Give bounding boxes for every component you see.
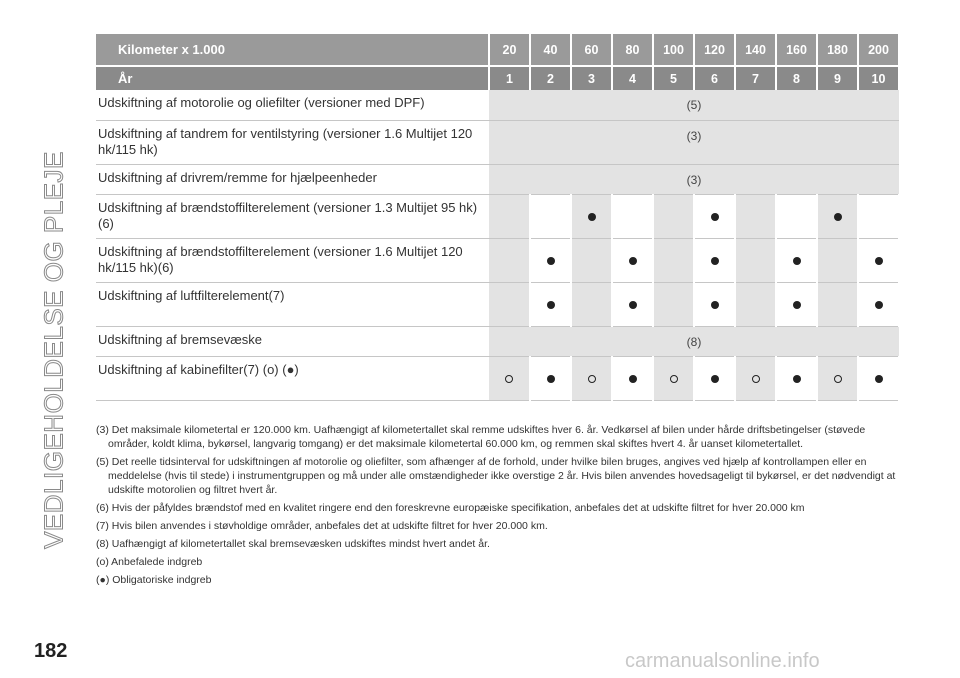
mandatory-dot-icon — [711, 257, 719, 265]
page-number: 182 — [34, 640, 68, 662]
mandatory-dot-icon — [547, 257, 555, 265]
mandatory-dot-icon — [629, 301, 637, 309]
table-row — [96, 194, 899, 238]
recommended-circle-icon — [834, 375, 842, 383]
mandatory-dot-icon — [875, 301, 883, 309]
interval-note-cell: (3) — [489, 164, 899, 194]
km-header-label: Kilometer x 1.000 — [96, 34, 489, 66]
year-header-cell: 3 — [571, 66, 612, 90]
schedule-cell — [530, 356, 571, 400]
schedule-cell — [653, 238, 694, 282]
table-row — [96, 326, 899, 356]
row-label: Udskiftning af motorolie og oliefilter (versioner med DPF) — [96, 90, 489, 120]
schedule-cell — [653, 282, 694, 326]
table-row — [96, 164, 899, 194]
schedule-cell — [612, 194, 653, 238]
footnote: (6) Hvis der påfyldes brændstof med en kvalitet ringere end den foreskrevne europæiske specifikation, anbefales det at udskifte filtret for hver 20.000 km — [96, 502, 805, 514]
mandatory-dot-icon — [711, 375, 719, 383]
row-label: Udskiftning af tandrem for ventilstyring (versioner 1.6 Multijet 120 hk/115 hk) — [96, 120, 489, 164]
mandatory-dot-icon — [629, 257, 637, 265]
row-label: Udskiftning af luftfilterelement(7) — [96, 282, 489, 326]
watermark: carmanualsonline.info — [625, 650, 820, 672]
schedule-cell — [694, 282, 735, 326]
km-header-cell: 120 — [694, 34, 735, 66]
footnotes — [96, 423, 906, 591]
schedule-cell — [817, 356, 858, 400]
mandatory-dot-icon — [793, 375, 801, 383]
year-header-cell: 2 — [530, 66, 571, 90]
km-header-cell: 60 — [571, 34, 612, 66]
footnote: (●) Obligatoriske indgreb — [96, 574, 212, 586]
recommended-circle-icon — [505, 375, 513, 383]
km-header-cell: 40 — [530, 34, 571, 66]
side-section-title-text: VEDLIGEHOLDELSE OG PLEJE — [38, 151, 69, 549]
year-header-cell: 6 — [694, 66, 735, 90]
schedule-cell — [530, 282, 571, 326]
schedule-cell — [571, 238, 612, 282]
schedule-cell — [530, 238, 571, 282]
mandatory-dot-icon — [793, 301, 801, 309]
row-label: Udskiftning af bremsevæske — [96, 326, 489, 356]
interval-note-cell: (5) — [489, 90, 899, 120]
mandatory-dot-icon — [834, 213, 842, 221]
schedule-cell — [776, 356, 817, 400]
schedule-cell — [489, 356, 530, 400]
schedule-cell — [858, 356, 899, 400]
recommended-circle-icon — [752, 375, 760, 383]
year-header-cell: 4 — [612, 66, 653, 90]
table-row — [96, 356, 899, 400]
schedule-cell — [735, 238, 776, 282]
row-label: Udskiftning af kabinefilter(7) (o) (●) — [96, 356, 489, 400]
schedule-cell — [571, 194, 612, 238]
year-header-cell: 1 — [489, 66, 530, 90]
km-header-cell: 160 — [776, 34, 817, 66]
schedule-cell — [612, 356, 653, 400]
schedule-cell — [817, 238, 858, 282]
year-header-cell: 10 — [858, 66, 899, 90]
table-row — [96, 90, 899, 120]
schedule-cell — [694, 194, 735, 238]
mandatory-dot-icon — [793, 257, 801, 265]
mandatory-dot-icon — [711, 213, 719, 221]
row-label: Udskiftning af brændstoffilterelement (versioner 1.6 Multijet 120 hk/115 hk)(6) — [96, 238, 489, 282]
schedule-cell — [489, 282, 530, 326]
header-row-km — [96, 34, 899, 66]
schedule-cell — [735, 356, 776, 400]
schedule-cell — [530, 194, 571, 238]
interval-note-cell: (3) — [489, 120, 899, 164]
schedule-cell — [735, 194, 776, 238]
year-header-cell: 9 — [817, 66, 858, 90]
year-header-cell: 8 — [776, 66, 817, 90]
schedule-cell — [653, 356, 694, 400]
schedule-cell — [776, 238, 817, 282]
footnote: (o) Anbefalede indgreb — [96, 556, 203, 568]
km-header-cell: 20 — [489, 34, 530, 66]
footnote: (7) Hvis bilen anvendes i støvholdige områder, anbefales det at udskifte filtret for hver 20.000 km. — [96, 520, 548, 532]
schedule-cell — [817, 282, 858, 326]
row-label: Udskiftning af drivrem/remme for hjælpeenheder — [96, 164, 489, 194]
schedule-cell — [489, 194, 530, 238]
km-header-cell: 140 — [735, 34, 776, 66]
schedule-cell — [858, 282, 899, 326]
mandatory-dot-icon — [875, 375, 883, 383]
table-row — [96, 120, 899, 164]
recommended-circle-icon — [588, 375, 596, 383]
schedule-cell — [612, 282, 653, 326]
schedule-cell — [858, 194, 899, 238]
mandatory-dot-icon — [875, 257, 883, 265]
footnote: (3) Det maksimale kilometertal er 120.000 km. Uafhængigt af kilometertallet skal remme udskiftes hver 6. år. Vedkørsel af bilen under hårde driftsbetingelser (støvede områder, koldt klima, bykørsel, langvarig tomgang) er det maksimale kilometertal 60.000 km, og remmen skal skiftes hvert 4. år uanset kilometertallet. — [96, 424, 866, 450]
table-row — [96, 238, 899, 282]
mandatory-dot-icon — [547, 301, 555, 309]
schedule-cell — [817, 194, 858, 238]
schedule-cell — [776, 282, 817, 326]
row-label: Udskiftning af brændstoffilterelement (versioner 1.3 Multijet 95 hk)(6) — [96, 194, 489, 238]
km-header-cell: 100 — [653, 34, 694, 66]
schedule-cell — [694, 356, 735, 400]
schedule-cell — [694, 238, 735, 282]
mandatory-dot-icon — [629, 375, 637, 383]
schedule-cell — [612, 238, 653, 282]
schedule-cell — [776, 194, 817, 238]
km-header-cell: 180 — [817, 34, 858, 66]
year-header-cell: 7 — [735, 66, 776, 90]
table-body — [96, 90, 899, 400]
km-header-cell: 80 — [612, 34, 653, 66]
year-header-label: År — [96, 66, 489, 90]
mandatory-dot-icon — [547, 375, 555, 383]
schedule-cell — [571, 282, 612, 326]
recommended-circle-icon — [670, 375, 678, 383]
km-header-cell: 200 — [858, 34, 899, 66]
year-header-cell: 5 — [653, 66, 694, 90]
schedule-cell — [858, 238, 899, 282]
schedule-cell — [489, 238, 530, 282]
footnote: (8) Uafhængigt af kilometertallet skal bremsevæsken udskiftes mindst hvert andet år. — [96, 538, 490, 550]
schedule-cell — [571, 356, 612, 400]
schedule-cell — [735, 282, 776, 326]
mandatory-dot-icon — [588, 213, 596, 221]
interval-note-cell: (8) — [489, 326, 899, 356]
header-row-year — [96, 66, 899, 90]
maintenance-schedule-table — [96, 34, 900, 401]
mandatory-dot-icon — [711, 301, 719, 309]
schedule-cell — [653, 194, 694, 238]
table-row — [96, 282, 899, 326]
footnote: (5) Det reelle tidsinterval for udskiftningen af motorolie og oliefilter, som afhænger af de forhold, under hvilke bilen bruges, angives ved hjælp af kontrollampen eller en meddelelse (hvis til stede) i instrumentgruppen og må under alle omstændigheder ikke overstige 2 år. Hvis bilen anvendes hovedsageligt til bykørsel, er det nødvendigt at udskifte motorolien og filtret hvert år. — [96, 456, 896, 496]
